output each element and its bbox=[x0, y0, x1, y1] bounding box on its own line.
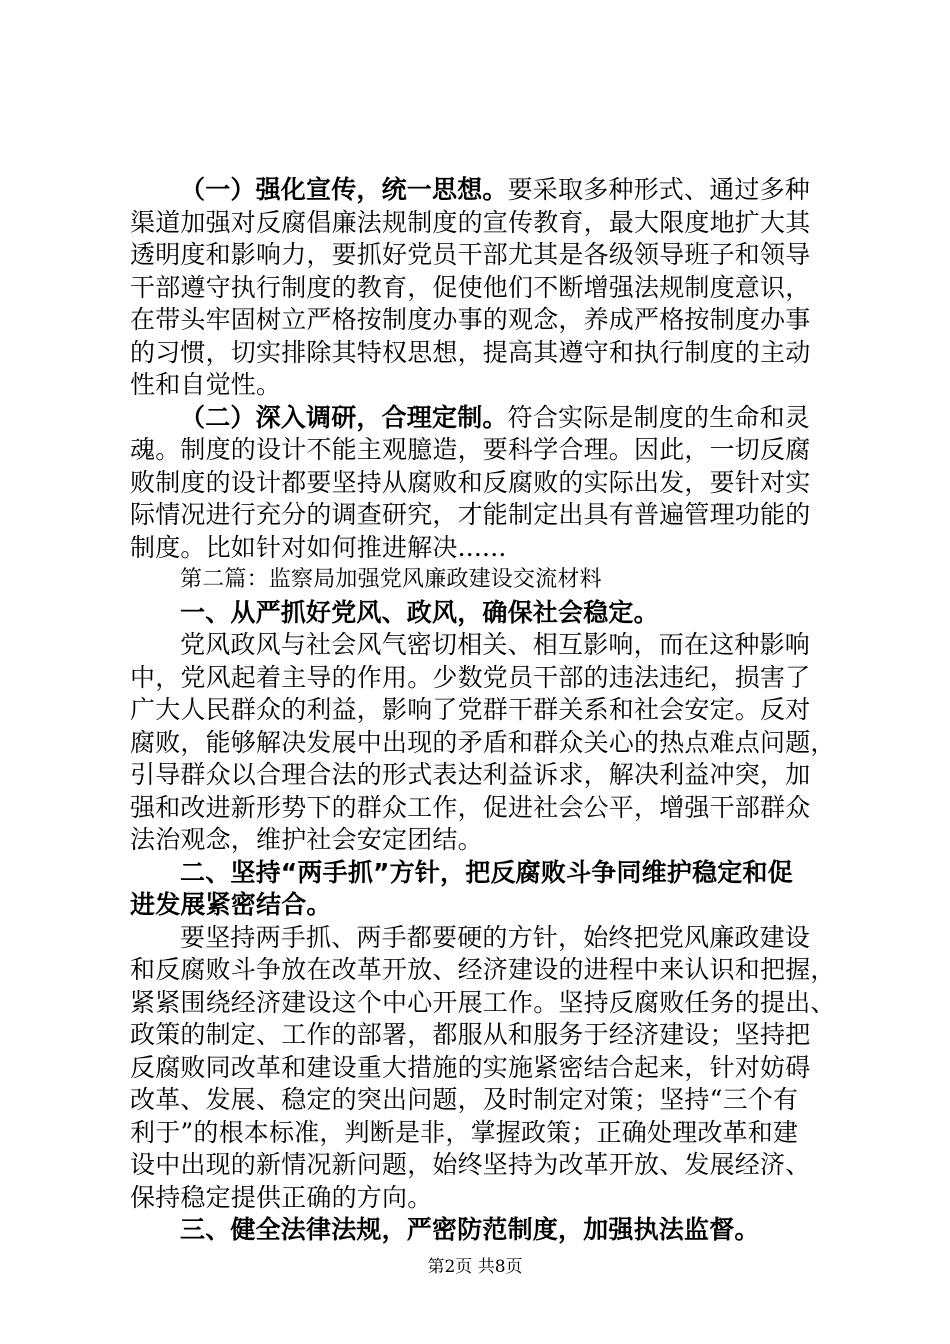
paragraph-3-line: 强和改进新形势下的群众工作，促进社会公平，增强干部群众 bbox=[130, 792, 811, 822]
heading-2-line: 进发展紧密结合。 bbox=[130, 890, 332, 919]
paragraph-2-line: 魂。制度的设计不能主观臆造，要科学合理。因此，一切反腐 bbox=[130, 435, 811, 464]
paragraph-4-line: 和反腐败斗争放在改革开放、经济建设的进程中来认识和把握， bbox=[130, 955, 836, 984]
paragraph-4-line: 利于”的根本标准，判断是非，掌握政策；正确处理改革和建 bbox=[130, 1117, 799, 1147]
paragraph-4-line: 改革、发展、稳定的突出问题，及时制定对策；坚持“三个有 bbox=[130, 1085, 799, 1114]
paragraph-3-line: 腐败，能够解决发展中出现的矛盾和群众关心的热点难点问题， bbox=[130, 727, 836, 757]
page-number-footer: 第2页 共8页 bbox=[427, 1257, 523, 1277]
paragraph-1-line: 干部遵守执行制度的教育，促使他们不断增强法规制度意识， bbox=[130, 272, 811, 302]
paragraph-1-heading: （一）强化宣传，统一思想。 bbox=[180, 175, 508, 204]
paragraph-1-line: 的习惯，切实排除其特权思想，提高其遵守和执行制度的主动 bbox=[130, 337, 811, 367]
paragraph-3-line: 法治观念，维护社会安定团结。 bbox=[130, 825, 483, 854]
paragraph-2-line: 制度。比如针对如何推进解决...... bbox=[130, 532, 507, 562]
paragraph-4-line: 紧紧围绕经济建设这个中心开展工作。坚持反腐败任务的提出、 bbox=[130, 987, 836, 1017]
heading-2-line: 二、坚持“两手抓”方针，把反腐败斗争同维护稳定和促 bbox=[180, 857, 793, 887]
paragraph-4-line: 保持稳定提供正确的方向。 bbox=[130, 1182, 433, 1212]
paragraph-4-line: 政策的制定、工作的部署，都服从和服务于经济建设；坚持把 bbox=[130, 1020, 811, 1049]
paragraph-1-line: 在带头牢固树立严格按制度办事的观念，养成严格按制度办事 bbox=[130, 305, 811, 334]
paragraph-2-line: 败制度的设计都要坚持从腐败和反腐败的实际出发，要针对实 bbox=[130, 467, 811, 497]
paragraph-1-line: 透明度和影响力，要抓好党员干部尤其是各级领导班子和领导 bbox=[130, 240, 811, 269]
paragraph-2-line-1: （二）深入调研，合理定制。符合实际是制度的生命和灵 bbox=[180, 402, 811, 432]
paragraph-2-line: 际情况进行充分的调查研究，才能制定出具有普遍管理功能的 bbox=[130, 500, 811, 529]
paragraph-4-line: 反腐败同改革和建设重大措施的实施紧密结合起来，针对妨碍 bbox=[130, 1052, 811, 1082]
document-body bbox=[130, 174, 836, 1247]
paragraph-3-line: 引导群众以合理合法的形式表达利益诉求，解决利益冲突，加 bbox=[130, 760, 811, 789]
paragraph-3-line: 广大人民群众的利益，影响了党群干群关系和社会安定。反对 bbox=[130, 695, 811, 724]
paragraph-1-line-1: （一）强化宣传，统一思想。要采取多种形式、通过多种 bbox=[180, 175, 811, 204]
heading-1: 一、从严抓好党风、政风，确保社会稳定。 bbox=[180, 597, 659, 627]
paragraph-2-heading: （二）深入调研，合理定制。 bbox=[180, 402, 508, 432]
paragraph-1-line: 渠道加强对反腐倡廉法规制度的宣传教育，最大限度地扩大其 bbox=[130, 207, 811, 237]
paragraph-3-line: 党风政风与社会风气密切相关、相互影响，而在这种影响 bbox=[180, 630, 811, 659]
paragraph-1-line: 性和自觉性。 bbox=[130, 370, 282, 399]
paragraph-4-line: 设中出现的新情况新问题，始终坚持为改革开放、发展经济、 bbox=[130, 1150, 811, 1179]
paragraph-4-line: 要坚持两手抓、两手都要硬的方针，始终把党风廉政建设 bbox=[180, 922, 811, 952]
paragraph-3-line: 中，党风起着主导的作用。少数党员干部的违法违纪，损害了 bbox=[130, 662, 811, 692]
section-title: 第二篇：监察局加强党风廉政建设交流材料 bbox=[180, 567, 602, 592]
heading-3: 三、健全法律法规，严密防范制度，加强执法监督。 bbox=[180, 1215, 760, 1244]
